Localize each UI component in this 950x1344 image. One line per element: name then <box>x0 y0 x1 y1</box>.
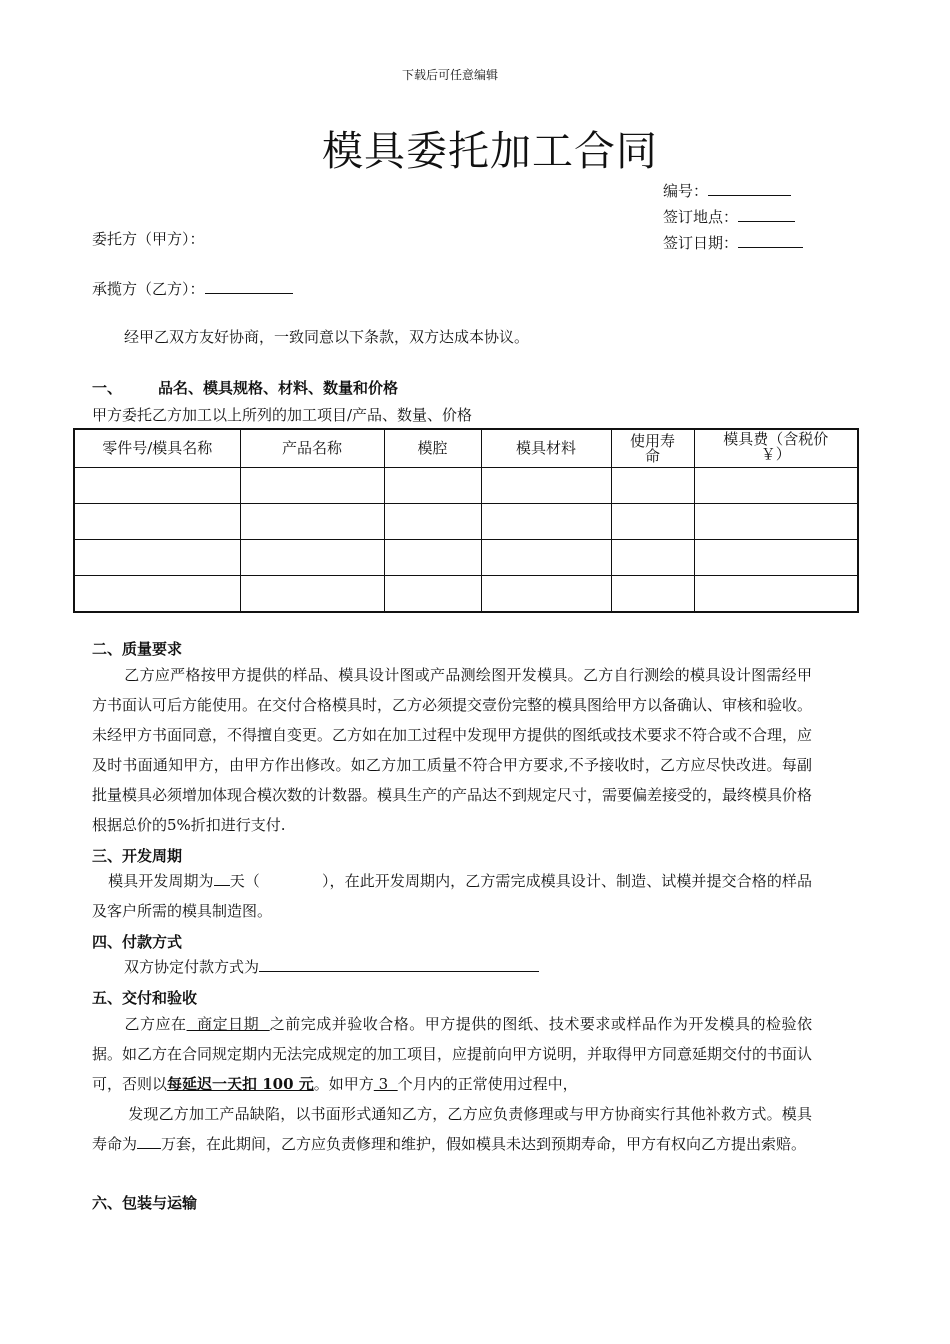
contract-number-label: 编号： <box>663 182 709 200</box>
party-b-blank[interactable] <box>205 279 293 294</box>
table-cell[interactable] <box>74 540 240 576</box>
table-cell[interactable] <box>481 540 611 576</box>
page-title: 模具委托加工合同 <box>322 127 658 175</box>
col-mold-material: 模具材料 <box>481 429 611 468</box>
mold-life-blank[interactable] <box>137 1135 161 1149</box>
col-mold-fee: 模具费（含税价￥） <box>694 429 858 468</box>
table-cell[interactable] <box>240 576 384 613</box>
signing-date-label: 签订日期： <box>663 234 739 252</box>
table-cell[interactable] <box>240 504 384 540</box>
col-part-no: 零件号/模具名称 <box>74 429 240 468</box>
table-row <box>74 468 858 504</box>
section4-text: 双方协定付款方式为 <box>124 958 260 976</box>
table-cell[interactable] <box>384 576 481 613</box>
section5-text-2: 之前完成并验收合格。甲方提供的图纸、技术要求或样品作为开发模具的检验依据。如乙方在合同规定期内无法完成规定的加工项目，应提前向甲方说明，并取得甲方同意延期交付的书面认可，否则以 <box>92 1015 813 1093</box>
section6-title: 六、包装与运输 <box>92 1194 198 1212</box>
section2-body <box>92 660 812 840</box>
table-cell[interactable] <box>611 540 694 576</box>
contract-number-blank[interactable] <box>708 181 791 196</box>
table-cell[interactable] <box>694 504 858 540</box>
table-row <box>74 504 858 540</box>
table-header-row <box>74 429 858 468</box>
header-note: 下载后可任意编辑 <box>401 68 498 82</box>
dev-days-blank[interactable] <box>214 872 230 886</box>
section5-text-4: 个月内的正常使用过程中， <box>397 1075 578 1093</box>
section3-text-1: 模具开发周期为 <box>108 872 214 890</box>
section5-text-5: 发现乙方加工产品缺陷，以书面形式通知乙方，乙方应负责修理或与甲方协商实行其他补救方式。模具寿命为 <box>92 1105 812 1153</box>
table-cell[interactable] <box>384 468 481 504</box>
table-cell[interactable] <box>74 468 240 504</box>
intro-text: 经甲乙双方友好协商，一致同意以下条款，双方达成本协议。 <box>124 328 530 346</box>
table-cell[interactable] <box>611 468 694 504</box>
section1-number: 一、 <box>92 379 123 397</box>
table-cell[interactable] <box>694 576 858 613</box>
party-b <box>92 278 293 299</box>
party-b-label: 承揽方（乙方）： <box>92 280 205 298</box>
section5-text-6: 万套，在此期间，乙方应负责修理和维护，假如模具未达到预期寿命，甲方有权向乙方提出索赔。 <box>161 1135 807 1153</box>
section1-desc: 甲方委托乙方加工以上所列的加工项目/产品、数量、价格 <box>92 406 473 424</box>
section3-body <box>92 866 812 926</box>
table-cell[interactable] <box>481 504 611 540</box>
table-cell[interactable] <box>481 576 611 613</box>
table-row <box>74 576 858 613</box>
table-cell[interactable] <box>694 540 858 576</box>
warranty-months: 3 <box>373 1075 398 1093</box>
section2-text: 乙方应严格按甲方提供的样品、模具设计图或产品测绘图开发模具。乙方自行测绘的模具设计图需经甲方书面认可后方能使用。在交付合格模具时，乙方必须提交壹份完整的模具图给甲方以备确认、审核和验收。未经甲方书面同意，不得擅自变更。乙方如在加工过程中发现甲方提供的图纸或技术要求不符合或不合理，应及时书面通知甲方，由甲方作出修改。如乙方加工质量不符合甲方要求,不予接收时，乙方应尽快改进。每副批量模具必须增加体现合模次数的计数器。模具生产的产品达不到规定尺寸，需要偏差接受的，最终模具价格根据总价的5%折扣进行支付. <box>92 666 813 834</box>
section1-title: 品名、模具规格、材料、数量和价格 <box>158 379 399 397</box>
signing-place-label: 签订地点： <box>663 208 739 226</box>
late-penalty: 每延迟一天扣 100 元 <box>167 1075 314 1093</box>
party-a <box>92 228 205 249</box>
section5-text-3: 。如甲方 <box>313 1075 374 1093</box>
table-cell[interactable] <box>694 468 858 504</box>
table-cell[interactable] <box>384 504 481 540</box>
col-cavity: 模腔 <box>384 429 481 468</box>
table-cell[interactable] <box>611 576 694 613</box>
table-cell[interactable] <box>384 540 481 576</box>
table-cell[interactable] <box>240 468 384 504</box>
items-table <box>73 428 859 613</box>
table-cell[interactable] <box>611 504 694 540</box>
payment-method-blank[interactable] <box>259 958 539 972</box>
section4-title: 四、付款方式 <box>92 933 183 951</box>
delivery-date: 商定日期 <box>186 1015 270 1033</box>
col-service-life: 使用寿命 <box>611 429 694 468</box>
signing-place <box>663 206 795 227</box>
table-cell[interactable] <box>481 468 611 504</box>
section3-text-3: ），在此开发周期内，乙方需完成模具设计、制造、试模并提交合格的样品及客户所需的模具制造图。 <box>92 872 812 920</box>
table-cell[interactable] <box>74 576 240 613</box>
signing-place-blank[interactable] <box>738 207 795 222</box>
contract-number <box>663 180 791 201</box>
table-cell[interactable] <box>74 504 240 540</box>
party-a-label: 委托方（甲方）： <box>92 230 205 248</box>
table-cell[interactable] <box>240 540 384 576</box>
section5-title: 五、交付和验收 <box>92 989 198 1007</box>
section3-title: 三、开发周期 <box>92 847 183 865</box>
section3-text-2: 天（ <box>229 872 260 890</box>
signing-date-blank[interactable] <box>738 233 803 248</box>
col-product-name: 产品名称 <box>240 429 384 468</box>
section5-body <box>92 1009 812 1159</box>
section4-body <box>92 952 812 982</box>
section5-text-1: 乙方应在 <box>124 1015 187 1033</box>
section2-title: 二、质量要求 <box>92 640 183 658</box>
signing-date <box>663 232 803 253</box>
table-row <box>74 540 858 576</box>
